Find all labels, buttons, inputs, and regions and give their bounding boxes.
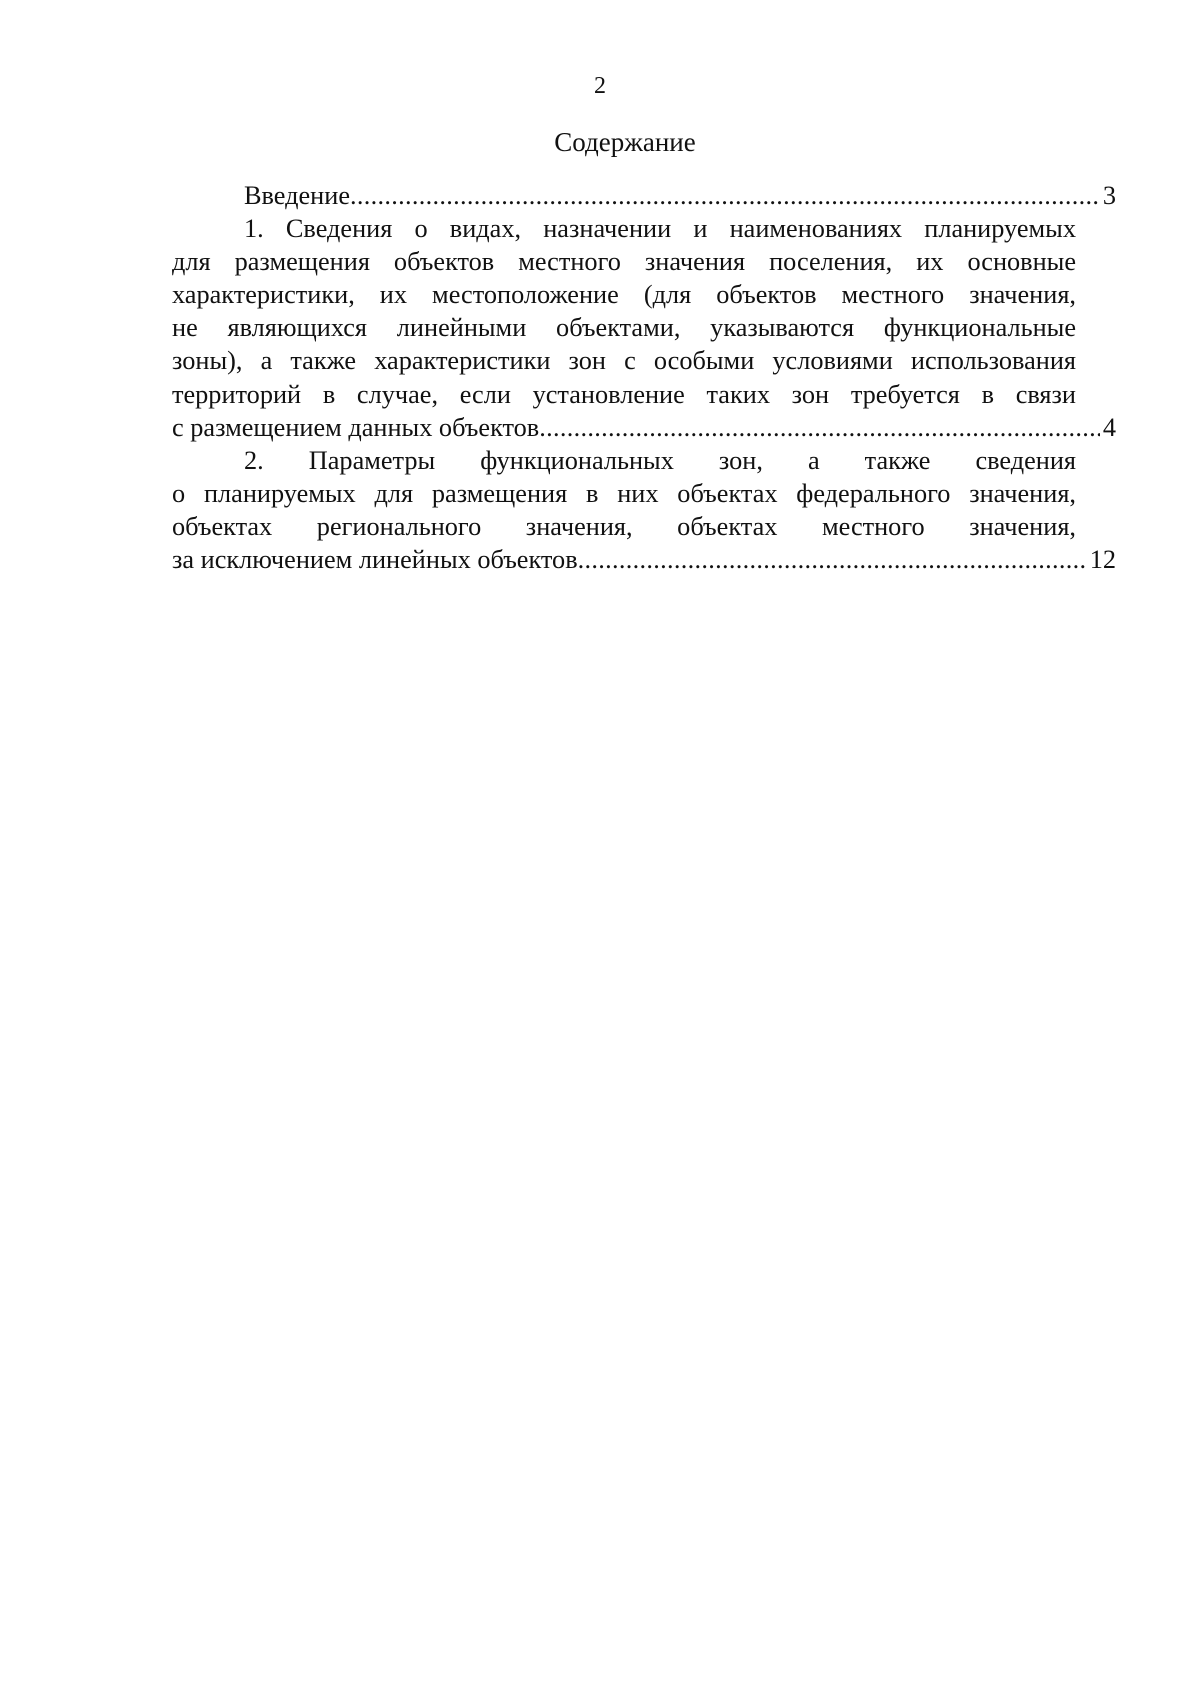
toc-entry-text-line: не являющихся линейными объектами, указываются функциональные bbox=[172, 313, 1076, 343]
toc-entry-section-1[interactable] bbox=[172, 212, 1116, 444]
dot-leader bbox=[539, 411, 1100, 444]
toc-entry-title: с размещением данных объектов bbox=[172, 412, 540, 442]
toc-entry-text-line: 1. Сведения о видах, назначении и наименованиях планируемых bbox=[244, 214, 1076, 244]
toc-entry-text-line: 2. Параметры функциональных зон, а также сведения bbox=[244, 445, 1076, 475]
dot-leader bbox=[350, 179, 1100, 212]
toc-entry-text-line: для размещения объектов местного значения поселения, их основные bbox=[172, 247, 1076, 277]
toc-entry-text-line: объектах регионального значения, объектах местного значения, bbox=[172, 511, 1076, 541]
toc-entry-text-line: территорий в случае, если установление таких зон требуется в связи bbox=[172, 379, 1076, 409]
toc-entry-line bbox=[172, 411, 1116, 444]
toc-entry-text-line: о планируемых для размещения в них объектах федерального значения, bbox=[172, 478, 1076, 508]
table-of-contents bbox=[172, 179, 1116, 576]
toc-title: Содержание bbox=[554, 127, 696, 157]
toc-entry-page: 4 bbox=[1102, 412, 1116, 442]
toc-entry-title: Введение bbox=[244, 181, 350, 210]
page-number: 2 bbox=[594, 73, 606, 99]
dot-leader bbox=[578, 543, 1087, 576]
toc-entry-page: 12 bbox=[1089, 545, 1116, 575]
toc-entry-introduction[interactable] bbox=[172, 179, 1116, 212]
toc-entry-line bbox=[172, 179, 1116, 212]
toc-entry-line bbox=[172, 543, 1116, 576]
toc-entry-text-line: зоны), а также характеристики зон с особыми условиями использования bbox=[172, 346, 1076, 376]
toc-entry-section-2[interactable] bbox=[172, 444, 1116, 576]
toc-entry-page: 3 bbox=[1102, 181, 1116, 210]
toc-entry-text-line: характеристики, их местоположение (для объектов местного значения, bbox=[172, 280, 1076, 310]
toc-entry-title: за исключением линейных объектов bbox=[172, 545, 578, 575]
